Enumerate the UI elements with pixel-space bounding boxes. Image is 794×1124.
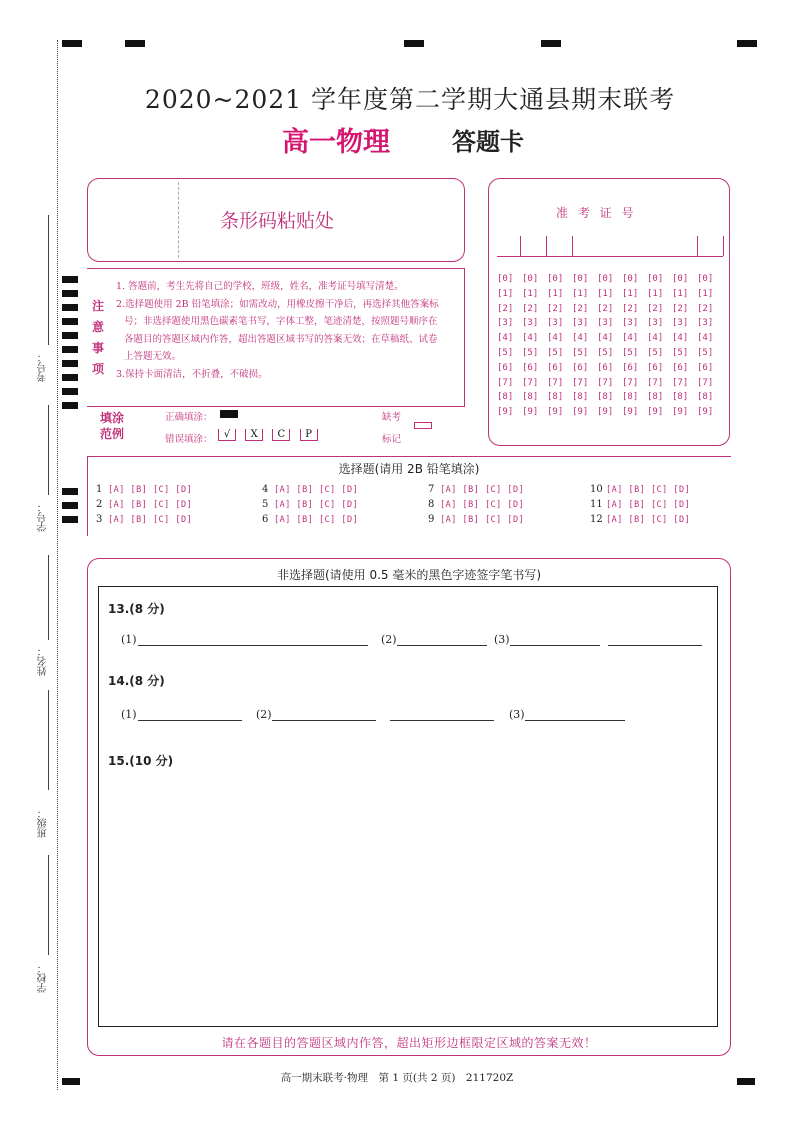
ticket-digit-bubble[interactable]: [6] [522, 362, 539, 373]
ticket-digit-column [647, 272, 669, 420]
wrong-fill-label: 错误填涂： [165, 434, 213, 445]
choice-question-row [590, 514, 690, 525]
ticket-digit-bubble[interactable]: [0] [647, 274, 664, 284]
choice-options[interactable]: [A] [B] [C] [D] [440, 485, 525, 495]
side-line [48, 405, 49, 495]
ticket-digit-bubble[interactable]: [1] [547, 288, 564, 299]
side-mark [62, 318, 78, 325]
choice-question-row [590, 499, 690, 510]
fill-example-box [87, 406, 465, 448]
ticket-digit-bubble[interactable]: [9] [647, 407, 664, 418]
ticket-write-area [497, 256, 723, 257]
side-mark [62, 346, 78, 353]
ticket-digit-bubble[interactable]: [0] [547, 274, 564, 284]
ticket-cell-divider [697, 236, 698, 256]
ticket-digit-bubble[interactable]: [8] [672, 392, 689, 403]
ticket-digit-bubble[interactable]: [7] [547, 377, 564, 388]
ticket-digit-bubble[interactable]: [7] [672, 377, 689, 388]
choice-options[interactable]: [A] [B] [C] [D] [606, 485, 691, 495]
q14-blank-1-label: (1) [121, 708, 137, 721]
choice-options[interactable]: [A] [B] [C] [D] [606, 500, 691, 510]
ticket-digit-bubble[interactable]: [5] [597, 347, 614, 358]
choice-question-row [428, 499, 524, 510]
ticket-digit-bubble[interactable]: [4] [672, 333, 689, 344]
nonchoice-warning: 请在各题目的答题区域内作答，超出矩形边框限定区域的答案无效！ [221, 1036, 597, 1050]
ticket-digit-bubble[interactable]: [0] [597, 274, 614, 284]
q14-blank-2-label: (2) [256, 708, 272, 721]
ticket-digit-bubble[interactable]: [5] [572, 347, 589, 358]
side-mark [62, 332, 78, 339]
choice-question-number: 6 [262, 514, 269, 525]
ticket-digit-bubble[interactable]: [3] [697, 318, 714, 329]
xingming-label: 姓名： [38, 646, 49, 676]
ticket-title: 准 考 证 号 [556, 206, 637, 220]
ticket-digit-bubble[interactable]: [9] [547, 407, 564, 418]
ticket-digit-bubble[interactable]: [9] [697, 407, 714, 418]
ticket-digit-bubble[interactable]: [1] [497, 288, 514, 299]
ticket-digit-bubble[interactable]: [2] [497, 303, 514, 314]
q14-blank-1[interactable] [138, 720, 242, 721]
ticket-cell-divider [572, 236, 573, 256]
ticket-cell-divider [520, 236, 521, 256]
choice-question-number: 11 [590, 499, 603, 510]
choice-question-row [262, 484, 358, 495]
choice-question-row [590, 484, 690, 495]
ticket-digit-bubble[interactable]: [1] [572, 288, 589, 299]
ticket-digit-bubble[interactable]: [4] [647, 333, 664, 344]
choice-question-row [96, 514, 192, 525]
ticket-cell-divider [723, 236, 724, 256]
wrong-fill-samples [218, 429, 318, 441]
registration-mark [125, 40, 145, 47]
absent-label-top: 缺考 [382, 412, 402, 423]
q14-blank-4-label: (3) [509, 708, 525, 721]
choice-question-row [428, 514, 524, 525]
choice-options[interactable]: [A] [B] [C] [D] [440, 500, 525, 510]
ticket-digit-bubble[interactable]: [9] [497, 407, 514, 418]
ticket-digit-column [522, 272, 544, 420]
side-mark [62, 388, 78, 395]
choice-question-row [96, 484, 192, 495]
side-line [48, 215, 49, 345]
ticket-digit-bubble[interactable]: [5] [672, 347, 689, 358]
q14-label: 14.(8 分) [108, 674, 165, 688]
choice-question-number: 10 [590, 484, 603, 495]
ticket-digit-bubble[interactable]: [5] [622, 347, 639, 358]
side-mark [62, 402, 78, 409]
ticket-digit-bubble[interactable]: [5] [497, 347, 514, 358]
ticket-digit-bubble[interactable]: [3] [622, 318, 639, 329]
ticket-digit-bubble[interactable]: [7] [497, 377, 514, 388]
ticket-digit-bubble[interactable]: [3] [547, 318, 564, 329]
ticket-digit-bubble[interactable]: [4] [572, 333, 589, 344]
ticket-digit-bubble[interactable]: [4] [547, 333, 564, 344]
xuexiao-label: 学校： [38, 963, 49, 993]
q13-blank-2-label: (2) [381, 633, 397, 646]
ticket-digit-bubble[interactable]: [2] [547, 303, 564, 314]
ticket-digit-bubble[interactable]: [5] [522, 347, 539, 358]
ticket-digit-bubble[interactable]: [3] [672, 318, 689, 329]
q13-blank-4[interactable] [608, 645, 702, 646]
q13-label: 13.(8 分) [108, 602, 165, 616]
side-line [48, 555, 49, 640]
choice-options[interactable]: [A] [B] [C] [D] [108, 515, 193, 525]
choice-question-number: 5 [262, 499, 269, 510]
ticket-digit-bubble[interactable]: [3] [572, 318, 589, 329]
ticket-digit-bubble[interactable]: [1] [647, 288, 664, 299]
choice-options[interactable]: [A] [B] [C] [D] [274, 485, 359, 495]
choice-question-number: 3 [96, 514, 103, 525]
ticket-digit-bubble[interactable]: [8] [622, 392, 639, 403]
ticket-digit-bubble[interactable]: [5] [647, 347, 664, 358]
side-mark [62, 516, 78, 523]
ticket-digit-bubble[interactable]: [1] [622, 288, 639, 299]
ticket-digit-bubble[interactable]: [0] [622, 274, 639, 284]
choice-options[interactable]: [A] [B] [C] [D] [274, 515, 359, 525]
ticket-digit-bubble[interactable]: [2] [597, 303, 614, 314]
absent-mark-box[interactable] [414, 422, 432, 429]
ticket-digit-bubble[interactable]: [8] [597, 392, 614, 403]
ticket-digit-column [547, 272, 569, 420]
ticket-digit-bubble[interactable]: [2] [572, 303, 589, 314]
ticket-digit-bubble[interactable]: [9] [672, 407, 689, 418]
ticket-digit-bubble[interactable]: [4] [622, 333, 639, 344]
ticket-digit-bubble[interactable]: [4] [697, 333, 714, 344]
ticket-digit-bubble[interactable]: [8] [572, 392, 589, 403]
registration-mark [62, 40, 82, 47]
ticket-digit-bubble[interactable]: [8] [697, 392, 714, 403]
ticket-digit-bubble[interactable]: [8] [547, 392, 564, 403]
side-line [48, 855, 49, 955]
ticket-digit-bubble[interactable]: [8] [647, 392, 664, 403]
ticket-digit-bubble[interactable]: [9] [597, 407, 614, 418]
choice-question-number: 4 [262, 484, 269, 495]
ticket-digit-bubble[interactable]: [2] [697, 303, 714, 314]
card-title: 答题卡 [452, 128, 524, 156]
choice-question-number: 2 [96, 499, 103, 510]
choice-question-number: 12 [590, 514, 603, 525]
q13-blank-1-label: (1) [121, 633, 137, 646]
kaohao-label: 考号： [38, 352, 49, 382]
ticket-digit-bubble[interactable]: [7] [622, 377, 639, 388]
ticket-digit-bubble[interactable]: [4] [522, 333, 539, 344]
ticket-digit-bubble[interactable]: [6] [697, 362, 714, 373]
choice-question-number: 1 [96, 484, 103, 495]
barcode-divider [178, 182, 179, 258]
notes-text: 1. 答题前，考生先将自己的学校，班级，姓名，准考证号填写清楚。 2.选择题使用 2B 铅笔填涂；如需改动，用橡皮擦干净后，再选择其他答案标 号；非选择题使用黑色碳素笔书写，字体工整，笔迹清楚，按照题号顺序在 各题目的答题区域内作答，超出答题区域书写的答案无效；在草稿纸、试卷 上答题无效。 3.保持卡面清洁，不折叠，不破损。 [116, 281, 439, 380]
notes-heading: 注 意 事 项 [92, 299, 105, 376]
ticket-digit-bubble[interactable]: [9] [572, 407, 589, 418]
choice-question-number: 9 [428, 514, 435, 525]
q15-label: 15.(10 分) [108, 754, 174, 768]
absent-label-bottom: 标记 [382, 434, 402, 445]
ticket-digit-bubble[interactable]: [9] [622, 407, 639, 418]
ticket-digit-bubble[interactable]: [9] [522, 407, 539, 418]
ticket-digit-bubble[interactable]: [7] [697, 377, 714, 388]
ticket-digit-bubble[interactable]: [5] [547, 347, 564, 358]
registration-mark [541, 40, 561, 47]
answer-area[interactable] [98, 586, 718, 1027]
banji-label: 班级： [38, 808, 49, 838]
side-mark [62, 488, 78, 495]
ticket-digit-column [497, 272, 519, 420]
ticket-digit-column [597, 272, 619, 420]
q13-blank-3-label: (3) [494, 633, 510, 646]
subject-title: 高一物理 [282, 127, 390, 158]
ticket-digit-bubble[interactable]: [0] [572, 274, 589, 284]
side-mark [62, 502, 78, 509]
ticket-digit-column [697, 272, 719, 420]
q13-blank-2[interactable] [397, 645, 487, 646]
correct-fill-sample [220, 410, 238, 418]
ticket-digit-column [572, 272, 594, 420]
choice-question-row [262, 499, 358, 510]
barcode-label: 条形码粘贴处 [220, 210, 335, 232]
fill-heading: 填涂 范例 [100, 411, 125, 441]
side-line [48, 690, 49, 790]
q13-blank-3[interactable] [510, 645, 600, 646]
ticket-digit-bubble[interactable]: [7] [522, 377, 539, 388]
ticket-digit-bubble[interactable]: [3] [647, 318, 664, 329]
choice-options[interactable]: [A] [B] [C] [D] [606, 515, 691, 525]
ticket-digit-bubble[interactable]: [6] [622, 362, 639, 373]
ticket-digit-bubble[interactable]: [1] [597, 288, 614, 299]
choice-title: 选择题(请用 2B 铅笔填涂) [338, 462, 480, 476]
ticket-digit-bubble[interactable]: [8] [497, 392, 514, 403]
page-footer: 高一期末联考·物理 第 1 页(共 2 页) 211720Z [280, 1072, 514, 1084]
ticket-digit-bubble[interactable]: [5] [697, 347, 714, 358]
ticket-digit-bubble[interactable]: [0] [522, 274, 539, 284]
ticket-digit-bubble[interactable]: [7] [572, 377, 589, 388]
q13-blank-1[interactable] [138, 645, 368, 646]
ticket-digit-bubble[interactable]: [7] [597, 377, 614, 388]
ticket-digit-bubble[interactable]: [4] [597, 333, 614, 344]
ticket-digit-bubble[interactable]: [6] [647, 362, 664, 373]
side-mark [62, 374, 78, 381]
q14-blank-3[interactable] [390, 720, 494, 721]
ticket-digit-bubble[interactable]: [3] [497, 318, 514, 329]
ticket-digit-bubble[interactable]: [3] [522, 318, 539, 329]
side-mark [62, 276, 78, 283]
ticket-cell-divider [546, 236, 547, 256]
wrong-mark-cross: X [245, 429, 263, 441]
ticket-digit-bubble[interactable]: [7] [647, 377, 664, 388]
ticket-digit-bubble[interactable]: [6] [597, 362, 614, 373]
choice-question-number: 8 [428, 499, 435, 510]
registration-mark [737, 40, 757, 47]
choice-options[interactable]: [A] [B] [C] [D] [108, 485, 193, 495]
ticket-digit-bubble[interactable]: [6] [672, 362, 689, 373]
choice-question-row [428, 484, 524, 495]
ticket-digit-column [672, 272, 694, 420]
choice-question-number: 7 [428, 484, 435, 495]
q14-blank-2[interactable] [272, 720, 376, 721]
ticket-digit-bubble[interactable]: [1] [522, 288, 539, 299]
registration-mark [404, 40, 424, 47]
nonchoice-title: 非选择题(请使用 0.5 毫米的黑色字迹签字笔书写) [276, 568, 542, 582]
ticket-digit-bubble[interactable]: [0] [497, 274, 514, 284]
side-mark [62, 290, 78, 297]
ticket-digit-bubble[interactable]: [2] [522, 303, 539, 314]
ticket-digit-bubble[interactable]: [8] [522, 392, 539, 403]
side-mark [62, 360, 78, 367]
ticket-digit-column [622, 272, 644, 420]
choice-options[interactable]: [A] [B] [C] [D] [274, 500, 359, 510]
wrong-mark-partial: P [300, 429, 318, 441]
page-title: 2020~2021 学年度第二学期大通县期末联考 [144, 85, 676, 114]
choice-question-row [96, 499, 192, 510]
wrong-mark-check: √ [218, 429, 236, 441]
ticket-digit-bubble[interactable]: [0] [697, 274, 714, 284]
ticket-digit-bubble[interactable]: [0] [672, 274, 689, 284]
ticket-digit-bubble[interactable]: [3] [597, 318, 614, 329]
ticket-digit-bubble[interactable]: [1] [697, 288, 714, 299]
binding-line [57, 40, 58, 1090]
ticket-digit-bubble[interactable]: [6] [497, 362, 514, 373]
ticket-digit-bubble[interactable]: [6] [572, 362, 589, 373]
ticket-digit-bubble[interactable]: [2] [622, 303, 639, 314]
ticket-digit-bubble[interactable]: [6] [547, 362, 564, 373]
choice-options[interactable]: [A] [B] [C] [D] [440, 515, 525, 525]
xuehao-label: 学号： [38, 502, 49, 532]
choice-options[interactable]: [A] [B] [C] [D] [108, 500, 193, 510]
ticket-digit-bubble[interactable]: [1] [672, 288, 689, 299]
side-mark [62, 304, 78, 311]
choice-question-row [262, 514, 358, 525]
correct-fill-label: 正确填涂： [165, 412, 213, 423]
q14-blank-4[interactable] [525, 720, 625, 721]
wrong-mark-circle: C [272, 429, 290, 441]
ticket-digit-bubble[interactable]: [4] [497, 333, 514, 344]
ticket-digit-bubble[interactable]: [2] [647, 303, 664, 314]
ticket-digit-bubble[interactable]: [2] [672, 303, 689, 314]
